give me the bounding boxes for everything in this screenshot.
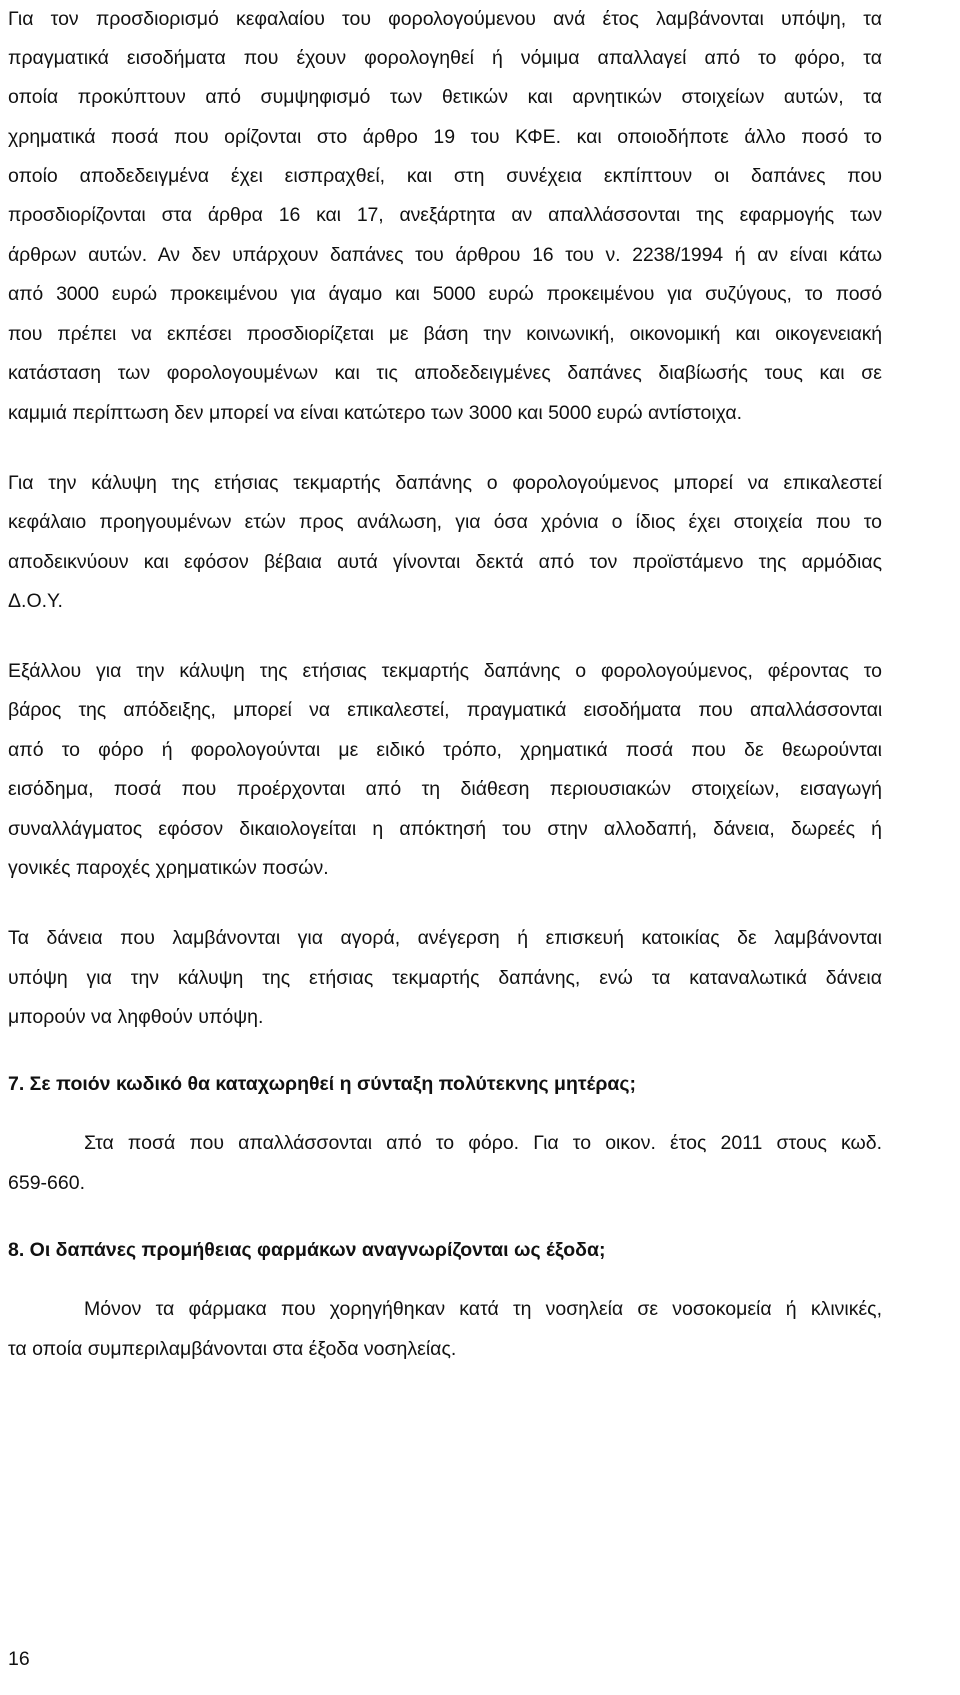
paragraph-line: μπορούν να ληφθούν υπόψη. bbox=[8, 1006, 264, 1028]
page-number: 16 bbox=[8, 1648, 30, 1670]
paragraph-line: εισόδημα, ποσά που προέρχονται από τη διάθεση περιουσιακών στοιχείων, εισαγωγή bbox=[8, 778, 882, 800]
paragraph-line: συναλλάγματος εφόσον δικαιολογείται η απόκτησή του στην αλλοδαπή, δάνεια, δωρεές ή bbox=[8, 818, 882, 840]
paragraph-line: Εξάλλου για την κάλυψη της ετήσιας τεκμαρτής δαπάνης ο φορολογούμενος, φέροντας το bbox=[8, 660, 882, 682]
answer-line: Μόνον τα φάρμακα που χορηγήθηκαν κατά τη νοσηλεία σε νοσοκομεία ή κλινικές, bbox=[84, 1298, 882, 1320]
paragraph-line: από 3000 ευρώ προκειμένου για άγαμο και 5000 ευρώ προκειμένου για συζύγους, το ποσό bbox=[8, 283, 882, 305]
paragraph-line: πραγματικά εισοδήματα που έχουν φορολογηθεί ή νόμιμα απαλλαγεί από το φόρο, τα bbox=[8, 47, 882, 69]
paragraph-line: από το φόρο ή φορολογούνται με ειδικό τρόπο, χρηματικά ποσά που δε θεωρούνται bbox=[8, 739, 882, 761]
paragraph-line: αποδεικνύουν και εφόσον βέβαια αυτά γίνονται δεκτά από τον προϊστάμενο της αρμόδιας bbox=[8, 551, 882, 573]
paragraph-line: προσδιορίζονται στα άρθρα 16 και 17, ανεξάρτητα αν απαλλάσσονται της εφαρμογής των bbox=[8, 204, 882, 226]
question-heading: 7. Σε ποιόν κωδικό θα καταχωρηθεί η σύνταξη πολύτεκνης μητέρας; bbox=[8, 1073, 637, 1095]
paragraph-line: Για τον προσδιορισμό κεφαλαίου του φορολογούμενου ανά έτος λαμβάνονται υπόψη, τα bbox=[8, 8, 882, 30]
paragraph-line: Τα δάνεια που λαμβάνονται για αγορά, ανέγερση ή επισκευή κατοικίας δε λαμβάνονται bbox=[8, 927, 882, 949]
paragraph-line: κεφάλαιο προηγουμένων ετών προς ανάλωση, για όσα χρόνια ο ίδιος έχει στοιχεία που το bbox=[8, 511, 882, 533]
paragraph-line: γονικές παροχές χρηματικών ποσών. bbox=[8, 857, 329, 879]
paragraph-line: χρηματικά ποσά που ορίζονται στο άρθρο 19 του ΚΦΕ. και οποιοδήποτε άλλο ποσό το bbox=[8, 126, 882, 148]
question-heading: 8. Οι δαπάνες προμήθειας φαρμάκων αναγνωρίζονται ως έξοδα; bbox=[8, 1239, 606, 1261]
paragraph-line: οποία προκύπτουν από συμψηφισμό των θετικών και αρνητικών στοιχείων αυτών, τα bbox=[8, 86, 882, 108]
paragraph-line: καμμιά περίπτωση δεν μπορεί να είναι κατώτερο των 3000 και 5000 ευρώ αντίστοιχα. bbox=[8, 402, 743, 424]
paragraph-line: άρθρων αυτών. Αν δεν υπάρχουν δαπάνες του άρθρου 16 του ν. 2238/1994 ή αν είναι κάτω bbox=[8, 244, 882, 266]
paragraph-line: οποίο αποδεδειγμένα έχει εισπραχθεί, και στη συνέχεια εκπίπτουν οι δαπάνες που bbox=[8, 165, 882, 187]
paragraph-line: Για την κάλυψη της ετήσιας τεκμαρτής δαπάνης ο φορολογούμενος μπορεί να επικαλεστεί bbox=[8, 472, 882, 494]
answer-line: Στα ποσά που απαλλάσσονται από το φόρο. Για το οικον. έτος 2011 στους κωδ. bbox=[84, 1132, 882, 1154]
paragraph-line: κατάσταση των φορολογουμένων και τις αποδεδειγμένες δαπάνες διαβίωσής τους και σε bbox=[8, 362, 882, 384]
answer-line: 659-660. bbox=[8, 1172, 85, 1194]
paragraph-line: υπόψη για την κάλυψη της ετήσιας τεκμαρτής δαπάνης, ενώ τα καταναλωτικά δάνεια bbox=[8, 967, 882, 989]
paragraph-line: βάρος της απόδειξης, μπορεί να επικαλεστεί, πραγματικά εισοδήματα που απαλλάσσονται bbox=[8, 699, 882, 721]
paragraph-line: που πρέπει να εκπέσει προσδιορίζεται με βάση την κοινωνική, οικονομική και οικογενειακή bbox=[8, 323, 882, 345]
paragraph-line: Δ.Ο.Υ. bbox=[8, 590, 63, 612]
answer-line: τα οποία συμπεριλαμβάνονται στα έξοδα νοσηλείας. bbox=[8, 1338, 457, 1360]
